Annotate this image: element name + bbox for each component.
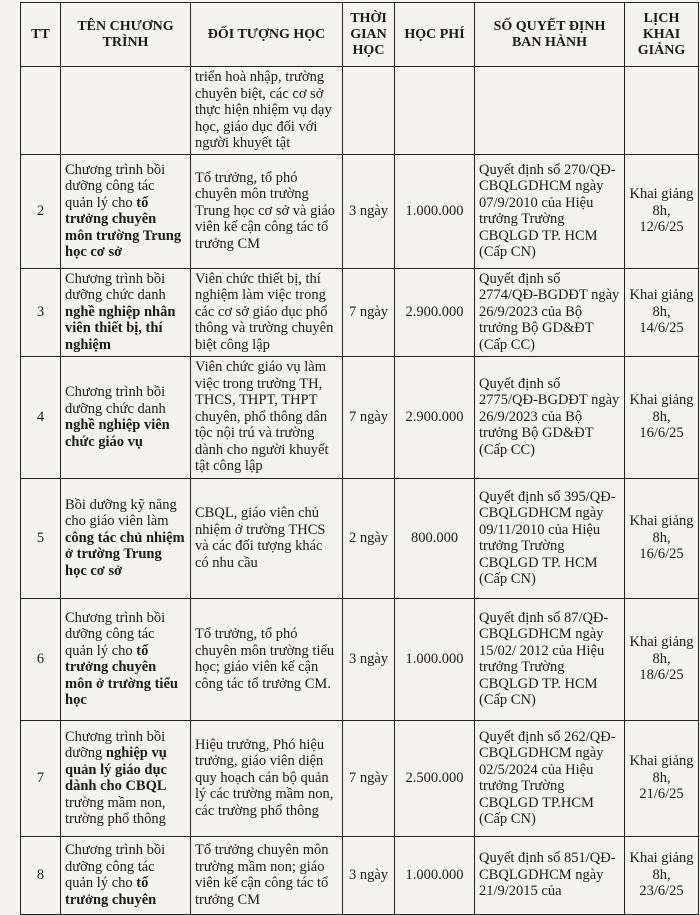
row-schedule: Khai giảng 8h, 16/6/25 bbox=[625, 356, 699, 478]
table-row bbox=[21, 356, 699, 478]
row-schedule: Khai giảng 8h, 14/6/25 bbox=[625, 268, 699, 356]
row-target: Hiệu trưởng, Phó hiệu trưởng, giáo viên diện quy hoạch cán bộ quản lý các trường mầm non, các trường phổ thông bbox=[191, 720, 343, 836]
row-duration: 3 ngày bbox=[343, 154, 395, 268]
row-program: Chương trình bồi dưỡng công tác quản lý cho tổ trưởng chuyên môn trường Trung học cơ sở bbox=[61, 154, 191, 268]
row-fee: 1.000.000 bbox=[395, 598, 475, 720]
header-row bbox=[21, 3, 699, 67]
header-program: TÊN CHƯƠNG TRÌNH bbox=[61, 3, 191, 67]
row-target: CBQL, giáo viên chủ nhiệm ở trường THCS và các đối tượng khác có nhu cầu bbox=[191, 478, 343, 598]
header-duration: THỜI GIAN HỌC bbox=[343, 3, 395, 67]
row-target: Tổ trưởng chuyên môn trường mầm non; giáo viên kế cận công tác tổ trưởng CM bbox=[191, 836, 343, 914]
row-fee: 1.000.000 bbox=[395, 836, 475, 914]
row-target: Tổ trưởng, tổ phó chuyên môn trường Trung học cơ sở và giáo viên kế cận công tác tổ trưởng CM bbox=[191, 154, 343, 268]
table-row bbox=[21, 478, 699, 598]
row-program: Bồi dưỡng kỹ năng cho giáo viên làm công tác chủ nhiệm ở trường Trung học cơ sở bbox=[61, 478, 191, 598]
table-row bbox=[21, 836, 699, 914]
row-schedule: Khai giảng 8h, 21/6/25 bbox=[625, 720, 699, 836]
header-decision: SỐ QUYẾT ĐỊNH BAN HÀNH bbox=[475, 3, 625, 67]
table-row bbox=[21, 268, 699, 356]
row-schedule: Khai giảng 8h, 18/6/25 bbox=[625, 598, 699, 720]
row-tt: 6 bbox=[21, 598, 61, 720]
row-fee: 2.500.000 bbox=[395, 720, 475, 836]
row-program: Chương trình bồi dưỡng chức danh nghề nghiệp viên chức giáo vụ bbox=[61, 356, 191, 478]
row-duration: 3 ngày bbox=[343, 598, 395, 720]
row-fee: 1.000.000 bbox=[395, 154, 475, 268]
row-target: Tổ trưởng, tổ phó chuyên môn trường tiểu học; giáo viên kế cận công tác tổ trưởng CM. bbox=[191, 598, 343, 720]
row-schedule: Khai giảng 8h, 23/6/25 bbox=[625, 836, 699, 914]
row-decision: Quyết định số 2774/QĐ-BGDĐT ngày 26/9/2023 của Bộ trưởng Bộ GD&ĐT (Cấp CC) bbox=[475, 268, 625, 356]
header-tt: TT bbox=[21, 3, 61, 67]
row-tt: 8 bbox=[21, 836, 61, 914]
row-tt: 2 bbox=[21, 154, 61, 268]
row-duration: 7 ngày bbox=[343, 356, 395, 478]
continuation-target: triển hoà nhập, trường chuyên biệt, các cơ sở thực hiện nhiệm vụ dạy học, giáo dục đối với người khuyết tật bbox=[191, 67, 343, 155]
continuation-row bbox=[21, 67, 699, 155]
row-decision: Quyết định số 851/QĐ-CBQLGDHCM ngày 21/9/2015 của bbox=[475, 836, 625, 914]
row-decision: Quyết định số 395/QĐ-CBQLGDHCM ngày 09/11/2010 của Hiệu trưởng Trường CBQLGD TP. HCM (Cấp CN) bbox=[475, 478, 625, 598]
header-fee: HỌC PHÍ bbox=[395, 3, 475, 67]
row-tt: 4 bbox=[21, 356, 61, 478]
row-tt: 3 bbox=[21, 268, 61, 356]
row-fee: 2.900.000 bbox=[395, 356, 475, 478]
row-decision: Quyết định số 2775/QĐ-BGDĐT ngày 26/9/2023 của Bộ trưởng Bộ GD&ĐT (Cấp CC) bbox=[475, 356, 625, 478]
row-decision: Quyết định số 87/QĐ-CBQLGDHCM ngày 15/02/ 2012 của Hiệu trưởng Trường CBQLGD TP. HCM (Cấp CN) bbox=[475, 598, 625, 720]
row-duration: 3 ngày bbox=[343, 836, 395, 914]
row-fee: 800.000 bbox=[395, 478, 475, 598]
header-target: ĐỐI TƯỢNG HỌC bbox=[191, 3, 343, 67]
row-schedule: Khai giảng 8h, 16/6/25 bbox=[625, 478, 699, 598]
row-target: Viên chức thiết bị, thí nghiệm làm việc trong các cơ sở giáo dục phổ thông và trường chuyên biệt công lập bbox=[191, 268, 343, 356]
table-row bbox=[21, 154, 699, 268]
row-duration: 7 ngày bbox=[343, 268, 395, 356]
row-duration: 7 ngày bbox=[343, 720, 395, 836]
table-row bbox=[21, 720, 699, 836]
row-fee: 2.900.000 bbox=[395, 268, 475, 356]
row-program: Chương trình bồi dưỡng công tác quản lý cho tổ trưởng chuyên bbox=[61, 836, 191, 914]
row-tt: 5 bbox=[21, 478, 61, 598]
table-row bbox=[21, 598, 699, 720]
row-target: Viên chức giáo vụ làm việc trong trường TH, THCS, THPT, THPT chuyên, phổ thông dân tộc nội trú và trường dành cho người khuyết tật công lập bbox=[191, 356, 343, 478]
row-program: Chương trình bồi dưỡng chức danh nghề nghiệp nhân viên thiết bị, thí nghiệm bbox=[61, 268, 191, 356]
row-decision: Quyết định số 262/QĐ-CBQLGDHCM ngày 02/5/2024 của Hiệu trưởng Trường CBQLGD TP.HCM (Cấp CN) bbox=[475, 720, 625, 836]
row-tt: 7 bbox=[21, 720, 61, 836]
training-schedule-table bbox=[20, 2, 699, 915]
row-decision: Quyết định số 270/QĐ-CBQLGDHCM ngày 07/9/2010 của Hiệu trưởng Trường CBQLGD TP. HCM (Cấp CN) bbox=[475, 154, 625, 268]
header-schedule: LỊCH KHAI GIẢNG bbox=[625, 3, 699, 67]
row-duration: 2 ngày bbox=[343, 478, 395, 598]
row-program: Chương trình bồi dưỡng công tác quản lý cho tổ trưởng chuyên môn ở trường tiểu học bbox=[61, 598, 191, 720]
row-program: Chương trình bồi dưỡng nghiệp vụ quản lý giáo dục dành cho CBQL trường mầm non, trường phổ thông bbox=[61, 720, 191, 836]
row-schedule: Khai giảng 8h, 12/6/25 bbox=[625, 154, 699, 268]
